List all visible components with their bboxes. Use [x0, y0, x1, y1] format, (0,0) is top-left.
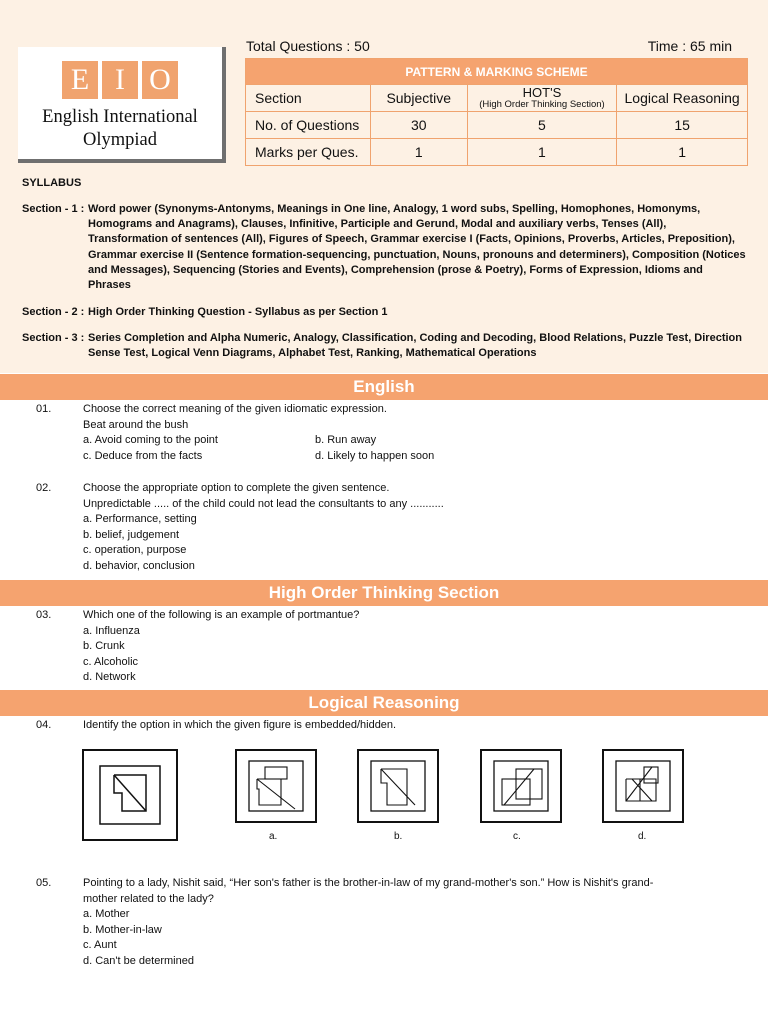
- eio-logo: [18, 47, 226, 163]
- section-label: Section - 2 :: [22, 306, 85, 318]
- scheme-title: PATTERN & MARKING SCHEME: [246, 59, 748, 85]
- col-section: Section: [246, 85, 371, 112]
- hots-label: HOT'S: [522, 85, 562, 100]
- question-text: Pointing to a lady, Nishit said, “Her son's father is the brother-in-law of my grand-mother's son.” How is Nishit's grand-: [83, 877, 654, 889]
- band-english: English: [0, 374, 768, 400]
- logo-letter-e: E: [62, 61, 98, 99]
- option-c[interactable]: c. operation, purpose: [83, 544, 187, 557]
- question-number: 05.: [36, 877, 52, 889]
- logo-letter-o: O: [142, 61, 178, 99]
- syllabus-section-2: [22, 305, 748, 320]
- option-figure-d[interactable]: [602, 749, 684, 823]
- question-body: [83, 876, 653, 970]
- logo-name-line2: Olympiad: [83, 130, 157, 150]
- section-text: High Order Thinking Question - Syllabus as per Section 1: [88, 306, 388, 318]
- figure-label-a: a.: [269, 831, 278, 842]
- option-d[interactable]: d. behavior, conclusion: [83, 559, 195, 572]
- question-number: 04.: [36, 719, 52, 731]
- option-row: [83, 433, 387, 449]
- question-text-continued: mother related to the lady?: [83, 892, 214, 905]
- question-text: Which one of the following is an example of portmantue?: [83, 609, 360, 621]
- row-label: No. of Questions: [246, 112, 371, 139]
- figure-label-b: b.: [394, 831, 403, 842]
- syllabus-section-3: [22, 331, 748, 361]
- option-figure-c[interactable]: [480, 749, 562, 823]
- hots-sublabel: (High Order Thinking Section): [479, 99, 605, 110]
- option-b[interactable]: b. belief, judgement: [83, 528, 180, 541]
- option-d[interactable]: d. Network: [83, 671, 136, 684]
- figure-drawing: [84, 751, 176, 839]
- marking-scheme-table: [245, 58, 748, 166]
- option-b[interactable]: b. Run away: [315, 434, 377, 447]
- question-subtext: Unpredictable ..... of the child could not lead the consultants to any ...........: [83, 497, 444, 510]
- question-body: [83, 718, 396, 734]
- logo-name-line1: English International: [42, 107, 198, 127]
- col-subjective: Subjective: [370, 85, 467, 112]
- cell: 1: [617, 139, 748, 166]
- figure-label-d: d.: [638, 831, 647, 842]
- cell: 30: [370, 112, 467, 139]
- question-subtext: Beat around the bush: [83, 418, 189, 431]
- figure-drawing: [237, 751, 315, 821]
- time-limit: Time : 65 min: [647, 38, 732, 54]
- option-figure-b[interactable]: [357, 749, 439, 823]
- option-figure-a[interactable]: [235, 749, 317, 823]
- option-b[interactable]: b. Mother-in-law: [83, 923, 162, 936]
- section-text: Series Completion and Alpha Numeric, Analogy, Classification, Coding and Decoding, Blood Relations, Puzzle Test, Direction Sense Test, Logical Venn Diagrams, Alphabet Test, Ranking, Mathematical Operations: [88, 332, 742, 360]
- section-label: Section - 3 :: [22, 332, 85, 344]
- figure-drawing: [604, 751, 682, 821]
- logo-letters: [62, 61, 178, 99]
- total-questions: Total Questions : 50: [246, 38, 370, 54]
- option-b[interactable]: b. Crunk: [83, 640, 125, 653]
- question-body: [83, 481, 444, 575]
- question-body: [83, 402, 435, 464]
- scheme-row-questions: [246, 112, 748, 139]
- option-d[interactable]: d. Likely to happen soon: [315, 449, 435, 462]
- option-a[interactable]: a. Performance, setting: [83, 513, 197, 526]
- question-number: 03.: [36, 609, 52, 621]
- option-d[interactable]: d. Can't be determined: [83, 954, 194, 967]
- col-logical: Logical Reasoning: [617, 85, 748, 112]
- option-c[interactable]: c. Aunt: [83, 939, 117, 952]
- cell: 5: [467, 112, 617, 139]
- cell: 1: [467, 139, 617, 166]
- question-number: 02.: [36, 482, 52, 494]
- question-figure: [82, 749, 178, 841]
- section-text: Word power (Synonyms-Antonyms, Meanings in One line, Analogy, 1 word subs, Spelling, Homophones, Homonyms, Homograms and Anagrams), Clauses, Infinitive, Participle and Gerund, Modal and auxiliary verbs, Tenses (All), Transformation of sentences (All), Figures of Speech, Grammar exercise I (Facts, Opinions, Proverbs, Articles, Preposition), Grammar exercise II (Sentence formation-sequencing, punctuation, Nouns, pronouns and determiners), Composition (Notices and Messages), Sequencing (Stories and Events), Comprehension (prose & Poetry), Forms of Expression, Idioms and Phrases: [88, 203, 746, 292]
- band-hots: High Order Thinking Section: [0, 580, 768, 606]
- cell: 1: [370, 139, 467, 166]
- syllabus-section-1: [22, 202, 748, 293]
- question-number: 01.: [36, 403, 52, 415]
- option-a[interactable]: a. Influenza: [83, 624, 140, 637]
- syllabus-title: SYLLABUS: [22, 177, 82, 189]
- cell: 15: [617, 112, 748, 139]
- option-c[interactable]: c. Deduce from the facts: [83, 449, 203, 462]
- logo-letter-i: I: [102, 61, 138, 99]
- scheme-row-marks: [246, 139, 748, 166]
- figure-drawing: [482, 751, 560, 821]
- section-label: Section - 1 :: [22, 203, 85, 215]
- band-logical-reasoning: Logical Reasoning: [0, 690, 768, 716]
- option-row: [83, 449, 435, 465]
- col-hots: [467, 85, 617, 112]
- question-body: [83, 608, 359, 686]
- scheme-header-row: [246, 85, 748, 112]
- option-a[interactable]: a. Avoid coming to the point: [83, 434, 218, 447]
- option-a[interactable]: a. Mother: [83, 908, 130, 921]
- question-text: Choose the appropriate option to complete the given sentence.: [83, 482, 390, 494]
- question-text: Choose the correct meaning of the given idiomatic expression.: [83, 403, 387, 415]
- figure-label-c: c.: [513, 831, 521, 842]
- question-text: Identify the option in which the given figure is embedded/hidden.: [83, 719, 397, 731]
- option-c[interactable]: c. Alcoholic: [83, 655, 139, 668]
- row-label: Marks per Ques.: [246, 139, 371, 166]
- figure-drawing: [359, 751, 437, 821]
